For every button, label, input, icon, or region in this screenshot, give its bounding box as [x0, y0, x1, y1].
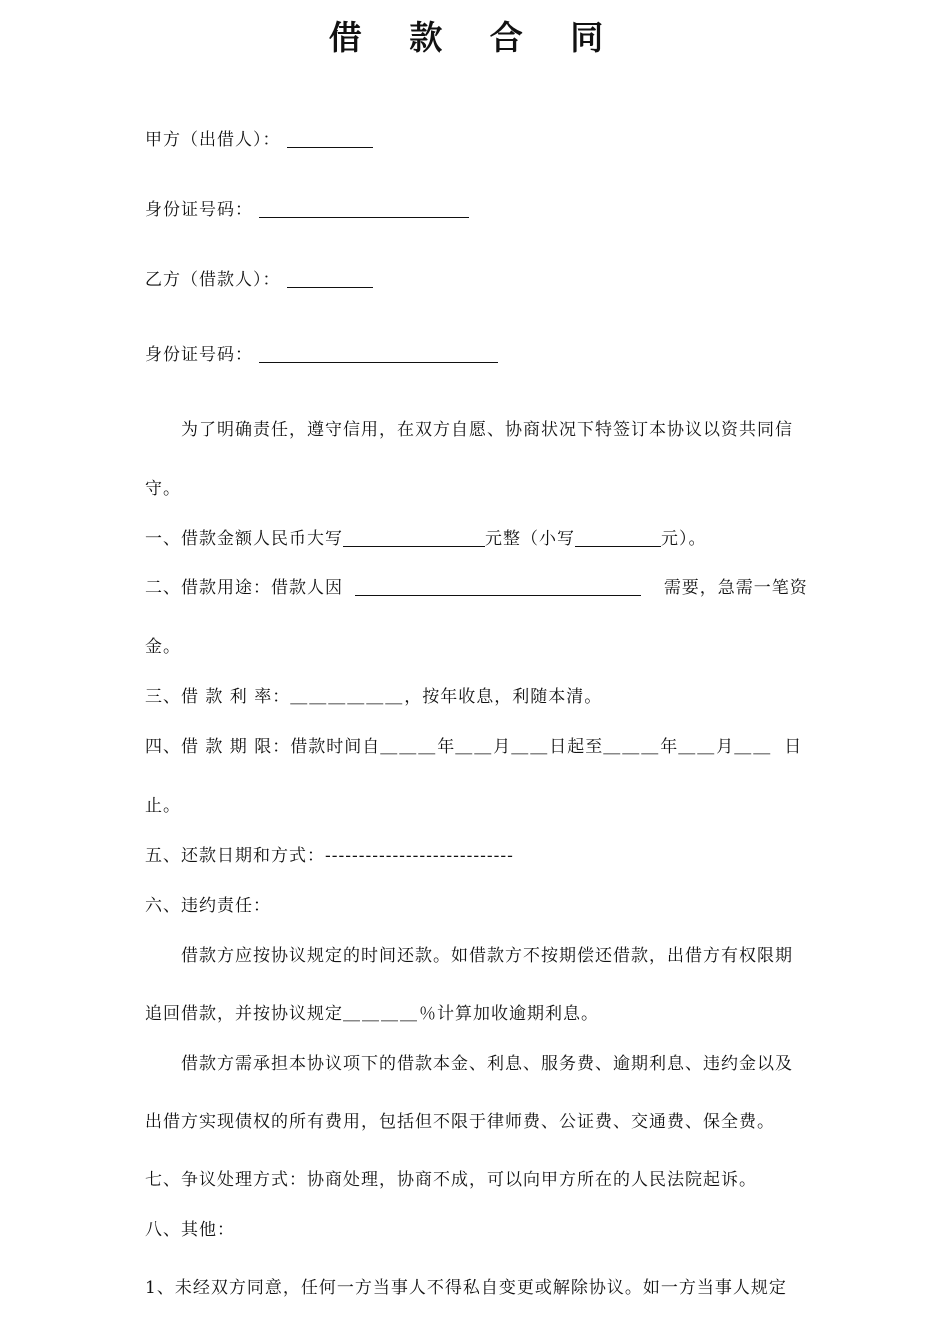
- end-day-label: 日: [784, 737, 803, 757]
- clause-7: [145, 1168, 757, 1192]
- document-title: 借 款 合 同: [328, 18, 622, 57]
- clause-6-p1-line-1: [181, 944, 831, 968]
- clause-6-p1-text-1: 借款方应按协议规定的时间还款。如借款方不按期偿还借款，出借方有权限期: [181, 946, 793, 966]
- clause-4-continuation: 止。: [145, 796, 181, 816]
- overdue-rate-blank[interactable]: ＿＿＿＿: [343, 1004, 419, 1024]
- clause-1-prefix: 一、借款金额人民币大写: [145, 529, 343, 549]
- amount-uppercase-blank[interactable]: [343, 529, 485, 547]
- clause-5: [145, 844, 514, 868]
- preamble-line-2: [145, 477, 181, 501]
- amount-lowercase-blank[interactable]: [575, 529, 661, 547]
- clause-4-prefix: 四、借 款 期 限：借款时间自: [145, 737, 381, 757]
- party-a-name-blank[interactable]: [287, 130, 373, 148]
- clause-6-p1-line-2: [145, 1002, 599, 1026]
- start-year-blank[interactable]: ＿＿＿: [380, 737, 438, 757]
- loan-purpose-blank[interactable]: [355, 578, 641, 596]
- clause-7-text: 七、争议处理方式：协商处理，协商不成，可以向甲方所在的人民法院起诉。: [145, 1170, 757, 1190]
- start-year-label: 年: [437, 737, 456, 757]
- party-b-label: 乙方（借款人）：: [145, 270, 281, 290]
- clause-8-item-1: [145, 1276, 831, 1300]
- clause-6-p2-text-1: 借款方需承担本协议项下的借款本金、利息、服务费、逾期利息、违约金以及: [181, 1054, 793, 1074]
- preamble-line-1: [181, 418, 831, 442]
- party-b-id-label: 身份证号码：: [145, 345, 253, 365]
- clause-3-suffix: ，按年收息，利随本清。: [404, 687, 603, 707]
- start-month-label: 月: [493, 737, 512, 757]
- clause-4-line-2: [145, 794, 181, 818]
- clause-1-suffix: 元）。: [661, 529, 707, 549]
- clause-6-p2-line-1: [181, 1052, 831, 1076]
- clause-8-item-1-text: 1、未经双方同意，任何一方当事人不得私自变更或解除协议。如一方当事人规定: [145, 1278, 787, 1298]
- party-a-row: [145, 128, 373, 152]
- clause-3-prefix: 三、借 款 利 率：: [145, 687, 291, 707]
- party-a-id-blank[interactable]: [259, 200, 469, 218]
- clause-2-suffix: 需要，急需一笔资: [663, 578, 808, 598]
- end-year-label: 年: [660, 737, 679, 757]
- clause-2-prefix: 二、借款用途：借款人因: [145, 578, 343, 598]
- party-a-label: 甲方（出借人）：: [145, 130, 281, 150]
- clause-4: [145, 735, 802, 759]
- end-month-blank[interactable]: ＿＿: [678, 737, 717, 757]
- party-b-id-row: [145, 343, 498, 367]
- clause-6-p1-text-2a: 追回借款，并按协议规定: [145, 1004, 343, 1024]
- repayment-method-blank[interactable]: ----------------------------: [325, 846, 514, 866]
- clause-6-p2-line-2: [145, 1110, 775, 1134]
- preamble-text-1: 为了明确责任，遵守信用，在双方自愿、协商状况下特签订本协议以资共同信: [181, 420, 793, 440]
- clause-8-heading-text: 八、其他：: [145, 1220, 235, 1240]
- clause-2-line-2: [145, 635, 181, 659]
- start-month-blank[interactable]: ＿＿: [455, 737, 494, 757]
- end-year-blank[interactable]: ＿＿＿: [603, 737, 661, 757]
- clause-6-heading: [145, 894, 271, 918]
- end-month-label: 月: [716, 737, 735, 757]
- party-b-row: [145, 268, 373, 292]
- clause-6-p1-text-2b: ％计算加收逾期利息。: [419, 1004, 599, 1024]
- end-day-blank[interactable]: ＿＿: [734, 737, 773, 757]
- clause-1-mid: 元整（小写: [485, 529, 575, 549]
- party-b-id-blank[interactable]: [259, 345, 498, 363]
- party-b-name-blank[interactable]: [287, 270, 373, 288]
- clause-2-continuation: 金。: [145, 637, 181, 657]
- start-day-label: 日起至: [549, 737, 604, 757]
- interest-rate-blank[interactable]: ＿＿＿＿＿＿: [290, 687, 405, 707]
- party-a-id-row: [145, 198, 469, 222]
- clause-6-heading-text: 六、违约责任：: [145, 896, 271, 916]
- clause-6-p2-text-2: 出借方实现债权的所有费用，包括但不限于律师费、公证费、交通费、保全费。: [145, 1112, 775, 1132]
- clause-3: [145, 685, 602, 709]
- party-a-id-label: 身份证号码：: [145, 200, 253, 220]
- clause-1: [145, 527, 707, 551]
- clause-5-prefix: 五、还款日期和方式：: [145, 846, 325, 866]
- clause-8-heading: [145, 1218, 235, 1242]
- clause-2: [145, 576, 808, 600]
- start-day-blank[interactable]: ＿＿: [511, 737, 550, 757]
- preamble-text-2: 守。: [145, 479, 181, 499]
